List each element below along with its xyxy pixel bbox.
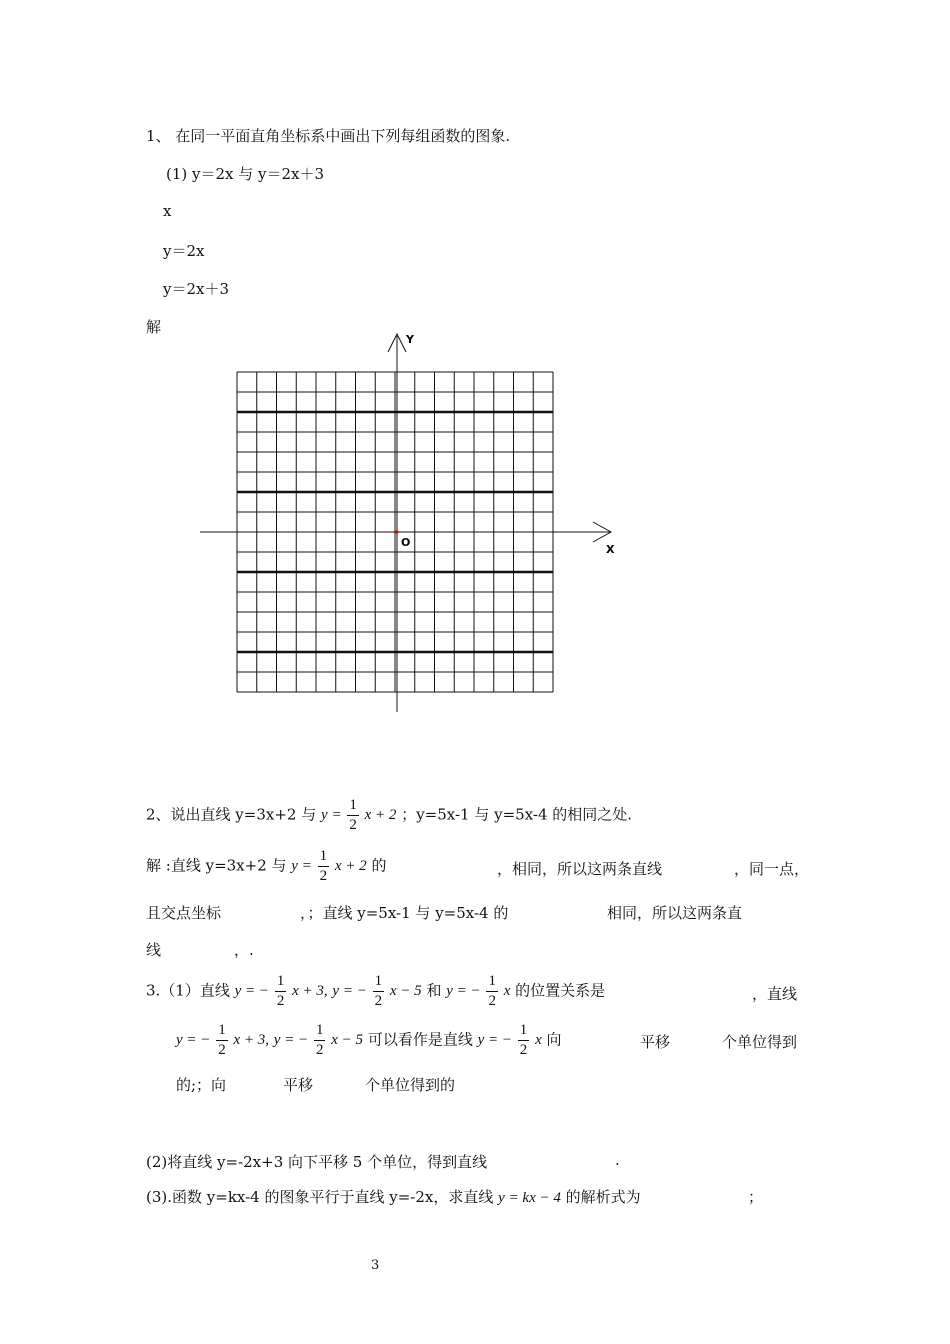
q3-part2: (2)将直线 y=-2x+3 向下平移 5 个单位，得到直线 xyxy=(146,1153,488,1171)
y-axis-label: Y xyxy=(406,333,414,346)
q3-part2-end: . xyxy=(615,1151,620,1169)
q1-title: 1、 在同一平面直角坐标系中画出下列每组函数的图象. xyxy=(146,127,511,145)
q3-line2: y = − $\frac{1}{2}$ x + 3, y = − $\frac{1}{2}$ x − 5 可以看作是直线 y = − $\frac{1}{2}$ x 向 xyxy=(176,1022,562,1058)
q3-part3: (3).函数 y=kx-4 的图象平行于直线 y=-2x，求直线 y = kx − 4 的解析式为 xyxy=(146,1188,641,1206)
q3-l2-units: 个单位得到 xyxy=(722,1033,798,1051)
q2-line3-b: ，；直线 y=5x-1 与 y=5x-4 的 xyxy=(300,904,509,922)
q1-row-y2: y＝2x＋3 xyxy=(163,280,230,298)
q2-line3-a: 且交点坐标 xyxy=(146,904,222,922)
q3-comma-line: ，直线 xyxy=(752,985,798,1003)
page-number: 3 xyxy=(371,1258,380,1273)
x-axis-label: X xyxy=(606,543,615,556)
q2-line1: 2、说出直线 y=3x+2 与 y = $\frac{1}{2}$ x + 2 ；y=5x-1 与 y=5x-4 的相同之处. xyxy=(146,797,633,833)
q3-line1: 3.（1）直线 y = − $\frac{1}{2}$ x + 3, y = − $\frac{1}{2}$ x − 5 和 y = − $\frac{1}{2}$ x 的位置关系是 xyxy=(146,973,606,1009)
q3-l3-c: 个单位得到的 xyxy=(365,1076,456,1094)
q3-l2-move: 平移 xyxy=(640,1033,671,1051)
q1-part1: (1) y＝2x 与 y＝2x＋3 xyxy=(166,165,325,183)
q1-row-x: x xyxy=(163,202,172,220)
q2-line3-c: 相同，所以这两条直 xyxy=(607,904,743,922)
origin-dot xyxy=(395,530,398,533)
q2-line4-a: 线 xyxy=(146,941,162,959)
origin-label: O xyxy=(401,536,411,549)
y-axis xyxy=(388,334,406,712)
q3-l3-b: 平移 xyxy=(283,1076,314,1094)
q1-answer-label: 解 xyxy=(146,318,162,336)
q3-l3-a: 的;；向 xyxy=(176,1076,227,1094)
q1-row-y1: y＝2x xyxy=(163,242,205,260)
q2-line4-b: ，. xyxy=(234,941,254,959)
q2-answer-part3: ，同一点， xyxy=(734,860,810,878)
q2-answer-part2: ，相同，所以这两条直线 xyxy=(497,860,663,878)
q2-answer-line1: 解 :直线 y=3x+2 与 y = $\frac{1}{2}$ x + 2 的 xyxy=(146,848,387,884)
q3-part3-end: ； xyxy=(748,1188,764,1206)
